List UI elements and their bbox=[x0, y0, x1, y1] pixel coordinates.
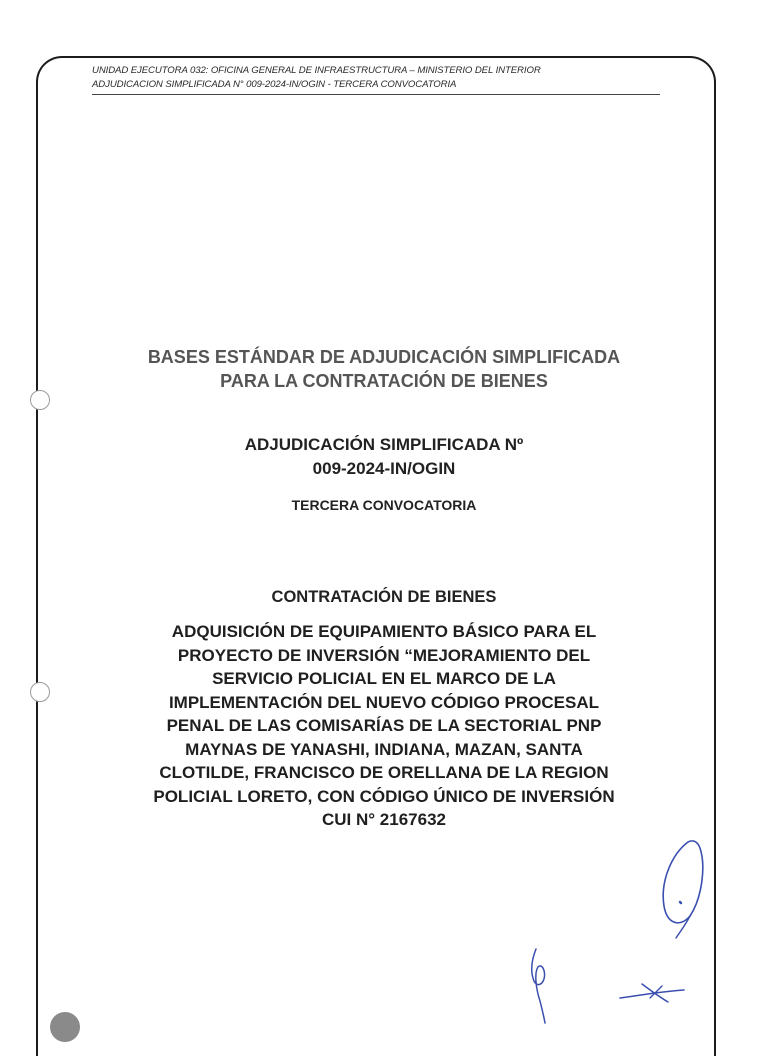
procedure-number bbox=[0, 433, 768, 481]
page-header bbox=[92, 64, 660, 95]
corner-mark bbox=[50, 1012, 80, 1042]
handwritten-signature-left bbox=[522, 945, 562, 1024]
object-line: ADQUISICIÓN DE EQUIPAMIENTO BÁSICO PARA EL bbox=[171, 622, 597, 641]
contratacion-label: CONTRATACIÓN DE BIENES bbox=[271, 588, 497, 606]
contract-object bbox=[0, 620, 768, 832]
object-line: SERVICIO POLICIAL EN EL MARCO DE LA bbox=[212, 669, 556, 688]
procedure-line-1: ADJUDICACIÓN SIMPLIFICADA Nº bbox=[244, 435, 524, 454]
convocatoria-label: TERCERA CONVOCATORIA bbox=[291, 497, 477, 513]
object-line: PROYECTO DE INVERSIÓN “MEJORAMIENTO DEL bbox=[177, 645, 591, 665]
object-line: POLICIAL LORETO, CON CÓDIGO ÚNICO DE INVERSIÓN bbox=[153, 786, 615, 806]
procedure-line-2: 009-2024-IN/OGIN bbox=[312, 459, 456, 478]
object-line: MAYNAS DE YANASHI, INDIANA, MAZAN, SANTA bbox=[185, 739, 583, 759]
handwritten-signature-right bbox=[614, 976, 694, 1010]
object-line: PENAL DE LAS COMISARÍAS DE LA SECTORIAL PNP bbox=[166, 716, 602, 735]
header-line-1: UNIDAD EJECUTORA 032: OFICINA GENERAL DE INFRAESTRUCTURA – MINISTERIO DEL INTERIOR bbox=[92, 65, 541, 76]
header-line-2: ADJUDICACION SIMPLIFICADA N° 009-2024-IN/OGIN - TERCERA CONVOCATORIA bbox=[92, 79, 457, 90]
document-title-line-1: BASES ESTÁNDAR DE ADJUDICACIÓN SIMPLIFICADA bbox=[147, 347, 621, 367]
object-line: CLOTILDE, FRANCISCO DE ORELLANA DE LA REGION bbox=[159, 763, 609, 782]
object-line: IMPLEMENTACIÓN DEL NUEVO CÓDIGO PROCESAL bbox=[168, 692, 600, 712]
handwritten-initial-signature bbox=[650, 836, 710, 941]
page-border bbox=[36, 56, 716, 1056]
punch-hole-top bbox=[30, 390, 50, 410]
document-title-line-2: PARA LA CONTRATACIÓN DE BIENES bbox=[220, 371, 548, 391]
document-title bbox=[0, 345, 768, 393]
object-line: CUI N° 2167632 bbox=[322, 810, 446, 829]
